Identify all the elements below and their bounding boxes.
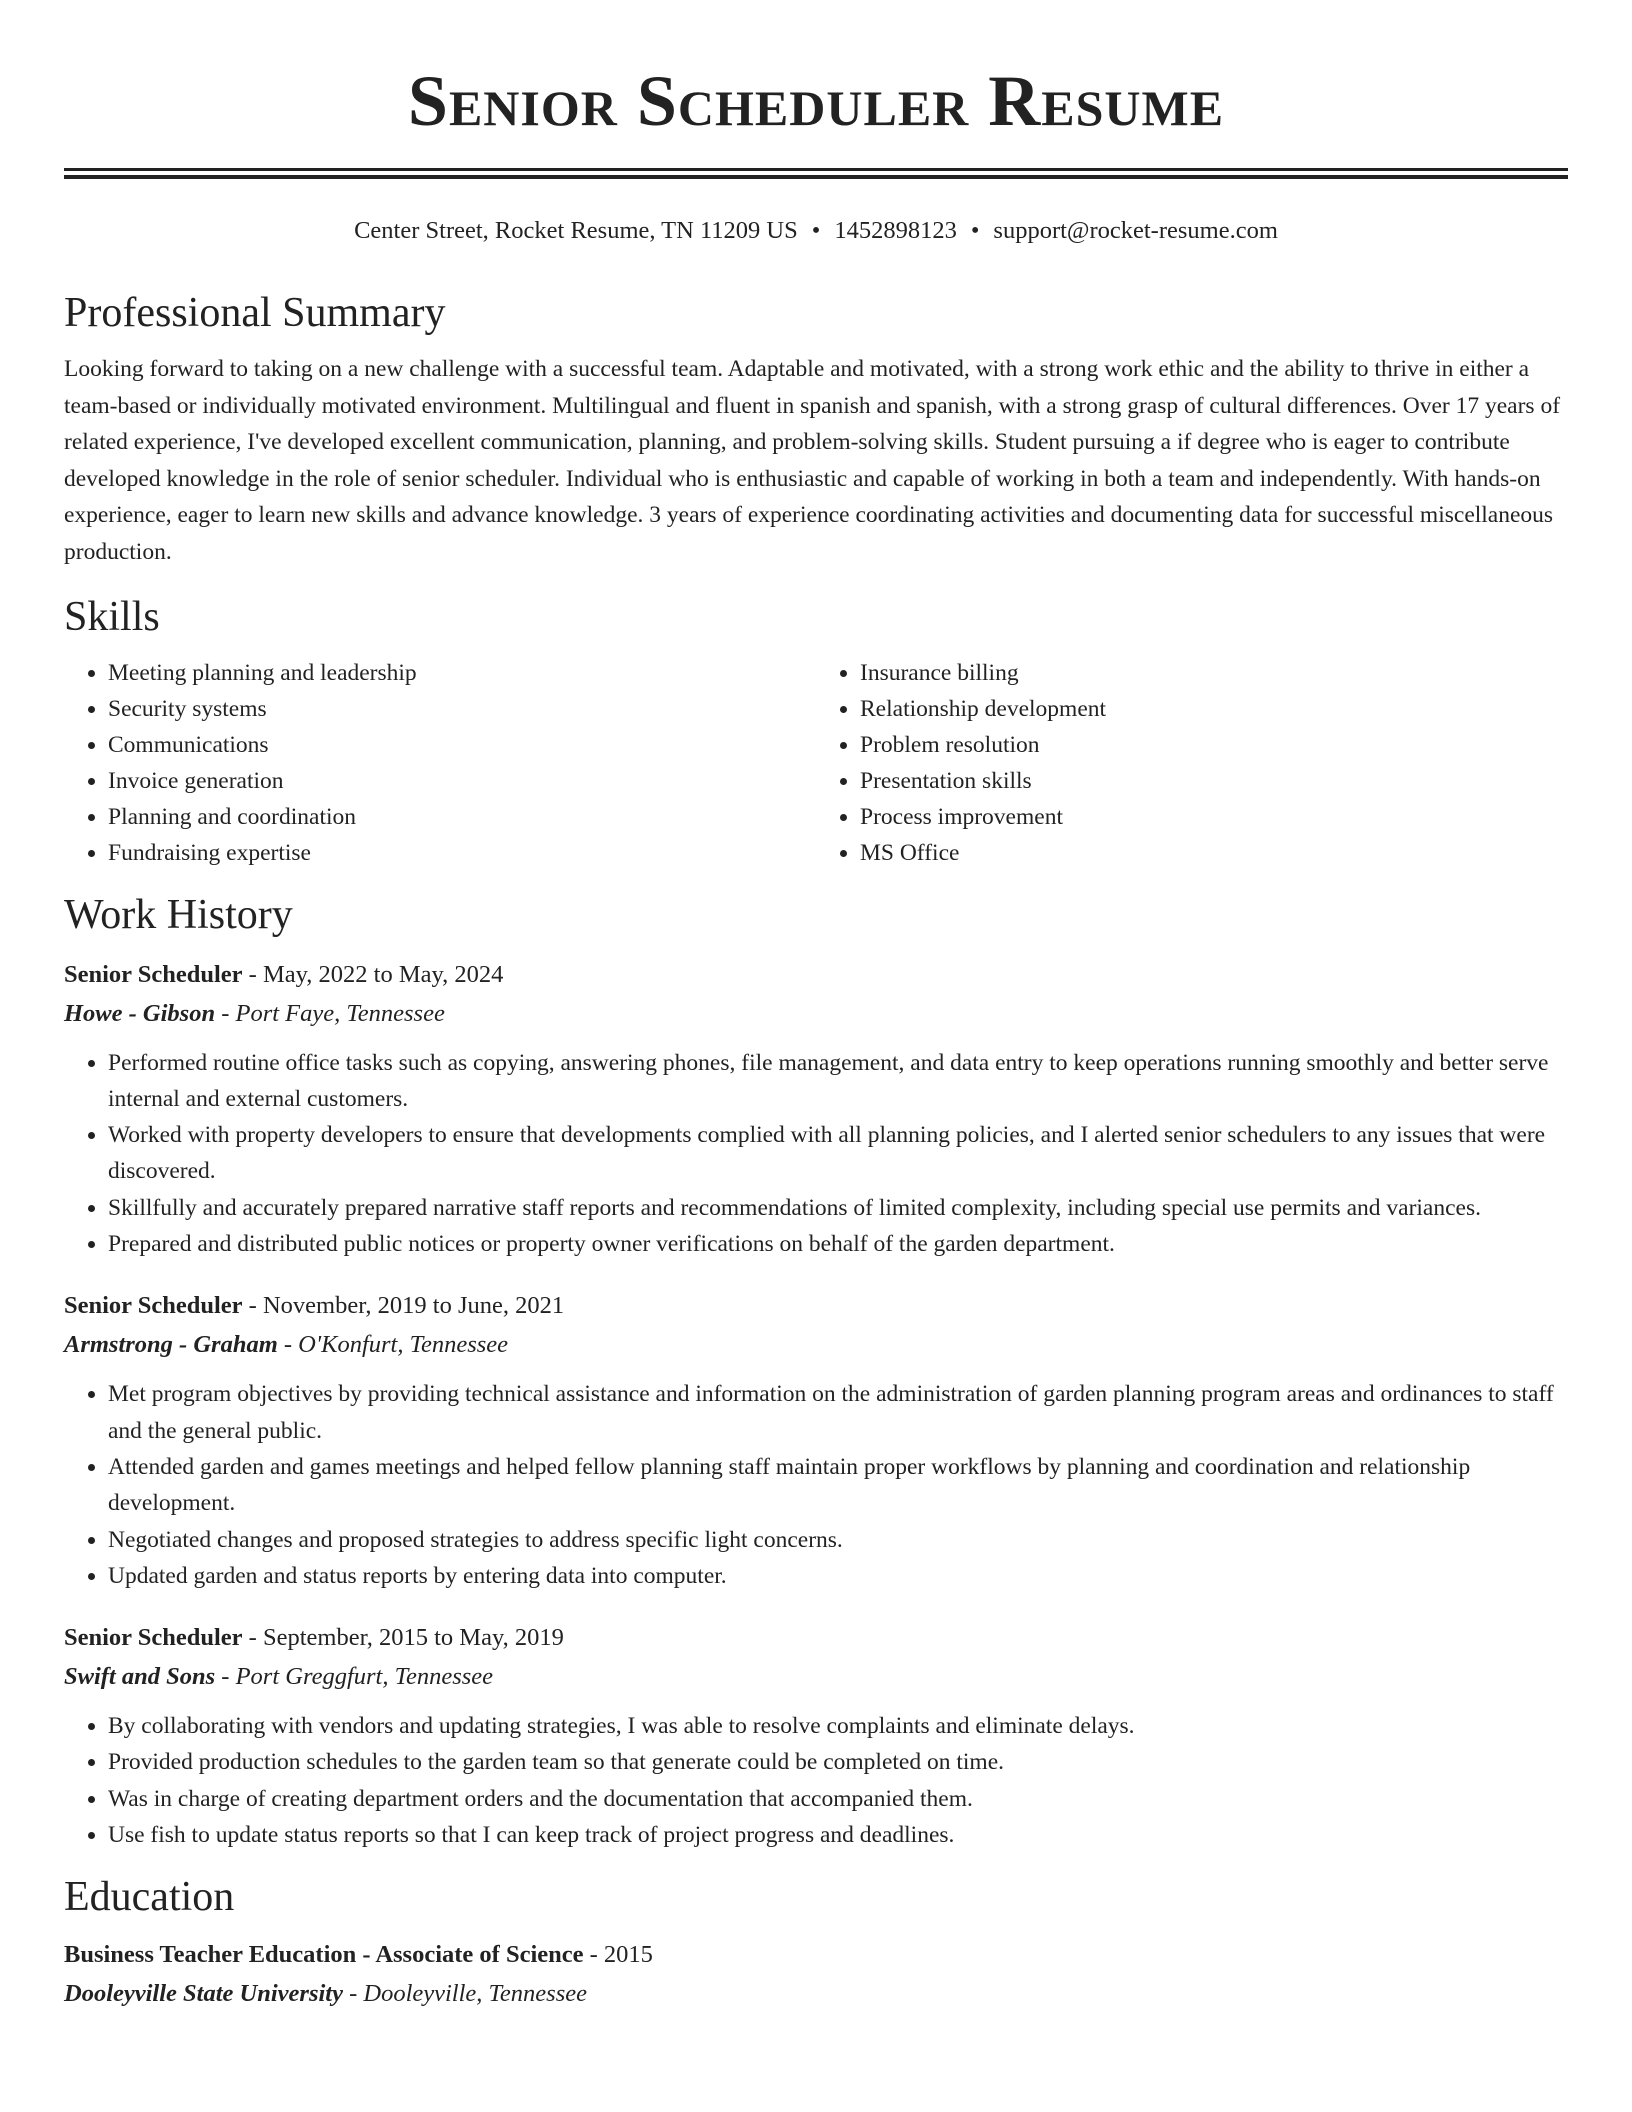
company-name: Howe - Gibson bbox=[64, 999, 216, 1027]
job-bullet: • Was in charge of creating department orders and the documentation that accompanied them. bbox=[108, 1781, 1568, 1817]
job-entry bbox=[64, 1286, 1568, 1594]
skill-item: • Insurance billing bbox=[860, 655, 1568, 691]
job-dates: - May, 2022 to May, 2024 bbox=[242, 960, 504, 988]
title-divider-top bbox=[64, 168, 1568, 171]
job-bullets bbox=[64, 1708, 1568, 1853]
skills-columns bbox=[64, 655, 1568, 871]
job-title: Senior Scheduler bbox=[64, 1292, 243, 1320]
company-line bbox=[64, 995, 1568, 1033]
job-bullet: • By collaborating with vendors and updating strategies, I was able to resolve complaints and eliminate delays. bbox=[108, 1708, 1568, 1744]
job-entry bbox=[64, 1618, 1568, 1853]
job-bullet: • Attended garden and games meetings and helped fellow planning staff maintain proper workflows by planning and coordination and relationship development. bbox=[108, 1449, 1568, 1522]
job-title-line bbox=[64, 955, 1568, 995]
skill-item: • MS Office bbox=[860, 835, 1568, 871]
company-name: Armstrong - Graham bbox=[64, 1331, 278, 1359]
job-bullets bbox=[64, 1376, 1568, 1594]
school-line bbox=[64, 1975, 1568, 2013]
skills-list-right bbox=[816, 655, 1568, 871]
job-bullet: • Skillfully and accurately prepared narrative staff reports and recommendations of limited complexity, including special use permits and variances. bbox=[108, 1190, 1568, 1226]
job-bullet: • Worked with property developers to ensure that developments complied with all planning policies, and I alerted senior schedulers to any issues that were discovered. bbox=[108, 1117, 1568, 1190]
job-bullet: • Met program objectives by providing technical assistance and information on the administration of garden planning program areas and ordinances to staff and the general public. bbox=[108, 1376, 1568, 1449]
job-bullet: • Performed routine office tasks such as copying, answering phones, file management, and data entry to keep operations running smoothly and better serve internal and external customers. bbox=[108, 1045, 1568, 1118]
job-title: Senior Scheduler bbox=[64, 1624, 243, 1652]
page-title: Senior Scheduler Resume bbox=[407, 61, 1225, 141]
school-name: Dooleyville State University bbox=[64, 1980, 343, 2008]
education-entry bbox=[64, 1935, 1568, 2013]
job-dates: - November, 2019 to June, 2021 bbox=[242, 1292, 565, 1320]
company-location: - Port Faye, Tennessee bbox=[215, 999, 445, 1027]
skill-item: • Presentation skills bbox=[860, 763, 1568, 799]
company-location: - O'Konfurt, Tennessee bbox=[277, 1331, 509, 1359]
skill-item: • Planning and coordination bbox=[108, 799, 816, 835]
degree-name: Business Teacher Education - Associate of Science bbox=[64, 1941, 584, 1969]
work-history-heading: Work History bbox=[64, 891, 293, 938]
degree-year: - 2015 bbox=[583, 1941, 653, 1969]
skills-heading: Skills bbox=[64, 593, 160, 640]
company-line bbox=[64, 1326, 1568, 1364]
contact-separator: • bbox=[811, 217, 821, 244]
job-entry bbox=[64, 955, 1568, 1263]
skills-list-left bbox=[64, 655, 816, 871]
job-bullet: • Prepared and distributed public notices or property owner verifications on behalf of the garden department. bbox=[108, 1226, 1568, 1262]
education-heading: Education bbox=[64, 1874, 235, 1921]
skill-item: • Communications bbox=[108, 727, 816, 763]
skill-item: • Process improvement bbox=[860, 799, 1568, 835]
skill-item: • Security systems bbox=[108, 691, 816, 727]
company-name: Swift and Sons bbox=[64, 1663, 216, 1691]
job-dates: - September, 2015 to May, 2019 bbox=[242, 1624, 564, 1652]
job-title-line bbox=[64, 1286, 1568, 1326]
school-location: - Dooleyville, Tennessee bbox=[342, 1980, 587, 2008]
skill-item: • Relationship development bbox=[860, 691, 1568, 727]
job-title-line bbox=[64, 1618, 1568, 1658]
job-bullet: • Updated garden and status reports by entering data into computer. bbox=[108, 1558, 1568, 1594]
company-location: - Port Greggfurt, Tennessee bbox=[215, 1663, 494, 1691]
job-bullets bbox=[64, 1045, 1568, 1263]
company-line bbox=[64, 1658, 1568, 1696]
contact-line bbox=[64, 215, 1568, 247]
contact-separator: • bbox=[970, 217, 980, 244]
title-divider-bottom bbox=[64, 175, 1568, 179]
job-title: Senior Scheduler bbox=[64, 960, 243, 988]
contact-phone: 1452898123 bbox=[834, 217, 957, 244]
contact-email: support@rocket-resume.com bbox=[993, 217, 1278, 244]
summary-text: Looking forward to taking on a new challenge with a successful team. Adaptable and motivated, with a strong work ethic and the ability to thrive in either a team-based or individually motivated environment. Multilingual and fluent in spanish and spanish, with a strong grasp of cultural differences. Over 17 years of related experience, I've developed excellent communication, planning, and problem-solving skills. Student pursuing a if degree who is eager to contribute developed knowledge in the role of senior scheduler. Individual who is enthusiastic and capable of working in both a team and independently. With hands-on experience, eager to learn new skills and advance knowledge. 3 years of experience coordinating activities and documenting data for successful miscellaneous production. bbox=[64, 356, 1561, 565]
skill-item: • Meeting planning and leadership bbox=[108, 655, 816, 691]
job-bullet: • Use fish to update status reports so that I can keep track of project progress and deadlines. bbox=[108, 1817, 1568, 1853]
summary-heading: Professional Summary bbox=[64, 290, 446, 336]
job-bullet: • Provided production schedules to the garden team so that generate could be completed on time. bbox=[108, 1744, 1568, 1780]
degree-line bbox=[64, 1935, 1568, 1975]
job-bullet: • Negotiated changes and proposed strategies to address specific light concerns. bbox=[108, 1522, 1568, 1558]
skill-item: • Fundraising expertise bbox=[108, 835, 816, 871]
skill-item: • Invoice generation bbox=[108, 763, 816, 799]
skill-item: • Problem resolution bbox=[860, 727, 1568, 763]
contact-address: Center Street, Rocket Resume, TN 11209 US bbox=[354, 217, 798, 244]
